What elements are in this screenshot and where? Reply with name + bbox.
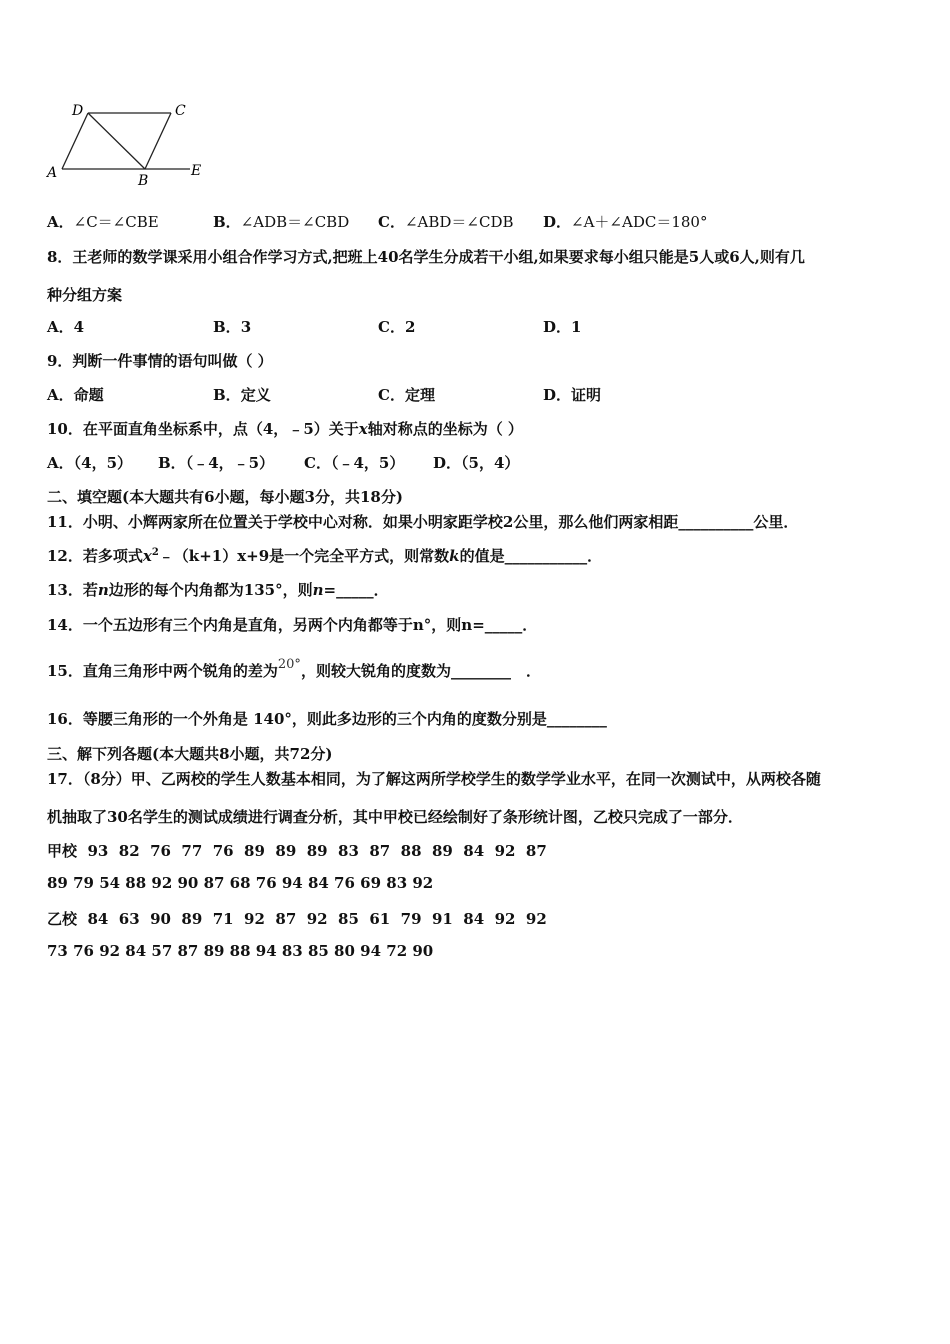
yi-row-1: 乙校 84 63 90 89 71 92 87 92 85 61 79 91 84 92 92 xyxy=(47,910,547,928)
q8-option-a: A．4 xyxy=(47,318,85,336)
label-d: D xyxy=(72,103,84,119)
q7-option-c: C．∠ABD＝∠CDB xyxy=(378,213,514,231)
q9-option-a: A．命题 xyxy=(47,386,104,404)
q8-line2: 种分组方案 xyxy=(47,286,123,304)
q17-line1: 17．（8分）甲、乙两校的学生人数基本相同，为了解这两所学校学生的数学学业水平，在同一次测试中，从两校各随 xyxy=(47,770,821,788)
q10-option-b: B．（﹣4，﹣5） xyxy=(158,454,275,472)
q7-option-a: A．∠C＝∠CBE xyxy=(47,213,159,231)
q8-line1: 8．王老师的数学课采用小组合作学习方式,把班上40名学生分成若干小组,如果要求每小组只能是5人或6人,则有几 xyxy=(47,248,805,266)
label-b: B xyxy=(138,173,149,189)
label-c: C xyxy=(175,103,186,119)
q9-option-d: D．证明 xyxy=(543,386,602,404)
q16: 16．等腰三角形的一个外角是 140°，则此多边形的三个内角的度数分别是________ xyxy=(47,710,607,728)
q9-question: 9．判断一件事情的语句叫做（ ） xyxy=(47,352,273,370)
q15: 15．直角三角形中两个锐角的差为20°，则较大锐角的度数为________ ． xyxy=(47,657,541,680)
section-2-heading: 二、填空题(本大题共有6小题，每小题3分，共18分) xyxy=(47,488,403,506)
q14: 14．一个五边形有三个内角是直角，另两个内角都等于n°，则n=_____． xyxy=(47,616,538,634)
jia-row-1: 甲校 93 82 76 77 76 89 89 89 83 87 88 89 84 92 87 xyxy=(47,842,547,860)
q10-option-a: A．（4，5） xyxy=(47,454,133,472)
segment-cb xyxy=(145,113,171,169)
q7-option-d: D．∠A＋∠ADC＝180° xyxy=(543,213,708,231)
q13: 13．若n边形的每个内角都为135°，则n=_____． xyxy=(47,581,389,599)
q8-option-d: D．1 xyxy=(543,318,582,336)
q8-option-c: C．2 xyxy=(378,318,416,336)
segment-db xyxy=(88,113,145,169)
jia-row-2: 89 79 54 88 92 90 87 68 76 94 84 76 69 83 92 xyxy=(47,874,434,892)
label-e: E xyxy=(191,163,202,179)
q17-line2: 机抽取了30名学生的测试成绩进行调查分析，其中甲校已经绘制好了条形统计图，乙校只完成了一部分． xyxy=(47,808,743,826)
q9-option-c: C．定理 xyxy=(378,386,435,404)
segment-ad xyxy=(62,113,88,169)
q9-option-b: B．定义 xyxy=(213,386,271,404)
q7-option-b: B．∠ADB＝∠CBD xyxy=(213,213,350,231)
q10-option-d: D．（5，4） xyxy=(433,454,520,472)
q10-option-c: C．（﹣4，5） xyxy=(304,454,405,472)
q12: 12．若多项式$x^2﹣(k+1)x+9$是一个完全平方式，则常数k的值是___________． xyxy=(47,547,603,565)
parallelogram-figure xyxy=(40,95,220,195)
q15-angle-value: 20° xyxy=(277,657,301,672)
yi-row-2: 73 76 92 84 57 87 89 88 94 83 85 80 94 72 90 xyxy=(47,942,434,960)
label-a: A xyxy=(47,165,58,181)
q10-question: 10．在平面直角坐标系中，点（4，﹣5）关于x轴对称点的坐标为（ ） xyxy=(47,420,523,438)
section-3-heading: 三、解下列各题(本大题共8小题，共72分) xyxy=(47,745,333,763)
q11: 11．小明、小辉两家所在位置关于学校中心对称．如果小明家距学校2公里，那么他们两家相距__________公里． xyxy=(47,513,799,531)
q8-option-b: B．3 xyxy=(213,318,252,336)
